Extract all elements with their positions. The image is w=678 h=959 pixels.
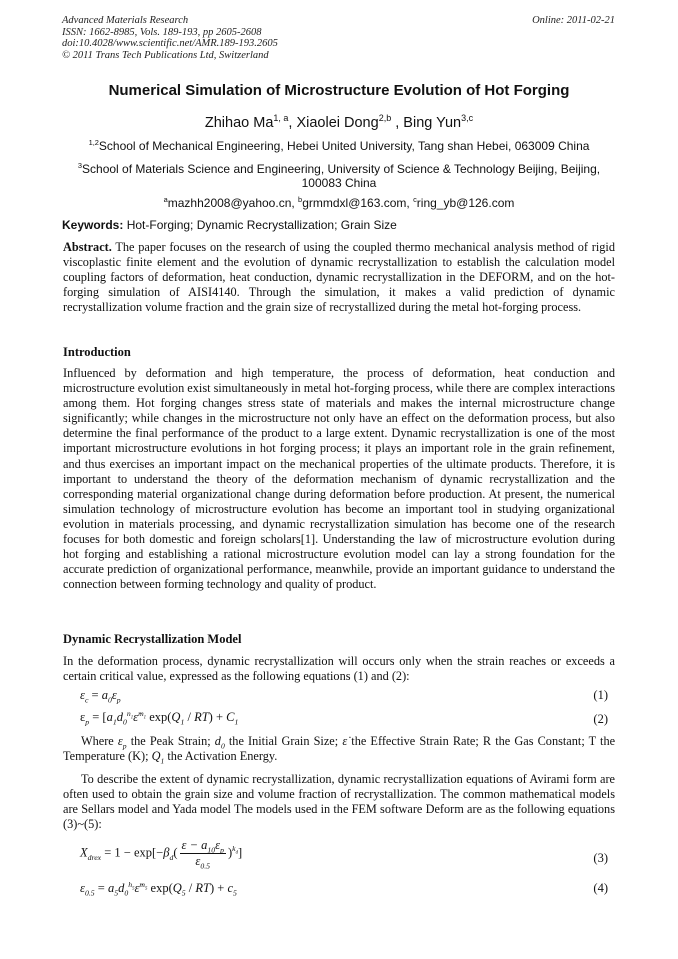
author-emails bbox=[62, 196, 616, 210]
drx-paragraph-3: To describe the extent of dynamic recrystallization, dynamic recrystallization equations of Avirami form are often used to obtain the grain size and volume fraction of recrystallization. The common mathematical models are Sellars model and Yada model The models used in the FEM software Deform are as the following equations (3)~(5): bbox=[63, 772, 615, 832]
email-link[interactable]: ring_yb@126.com bbox=[416, 196, 515, 210]
peak-strain-symbol: $\varepsilon_p$ bbox=[117, 734, 127, 751]
author-affil-mark: 3,c bbox=[461, 113, 474, 124]
affil-mark: 1,2 bbox=[88, 138, 99, 147]
equation-2: $\varepsilon_p$ = [$a_1d_0^{n_1}\varepsiloṅ^{m_1}$ $\exp(Q_1 / RT) + C_1$ bbox=[80, 708, 239, 727]
author-affil-mark: 1, a bbox=[273, 113, 289, 124]
journal-name: Advanced Materials Research bbox=[62, 15, 189, 26]
journal-copyright: © 2011 Trans Tech Publications Ltd, Switzerland bbox=[62, 49, 269, 61]
affiliation-2 bbox=[62, 162, 616, 190]
journal-header bbox=[62, 15, 278, 61]
introduction-paragraph: Influenced by deformation and high temperature, the process of deformation, heat conduction and microstructure evolution exist simultaneously in metal hot-forging process, while there are complex interactions among them. Hot forging changes stress state of materials and makes the internal microstructure change significantly; while changes in the microstructure not only have an effect on the deformation process, but also determine the final performance of the product to a large extent. Dynamic recrystallization is one of the most important microstructure evolutions in hot forging process; it plays an important role in the grain refinement, and thus exercises an important impact on the mechanical properties of the ultimate products. Therefore, it is important to understand the theory of the deformation mechanism of dynamic recrystallization and the corresponding material organizational change during deformation before production. At present, the numerical simulation technology of microstructure evolution has become an important tool in studying organizational evolution in materials processing, and dynamic recrystallization simulation has become one of the research focuses for both domestic and foreign scholars[1]. Understanding the law of microstructure evolution during hot forging and establishing a rational microstructure evolution model can lay a strong foundation for the accurate prediction of organizational performance, meanwhile, provide an important guidance to understand the connection between forming technology and quality of product. bbox=[63, 366, 615, 592]
where-text: Where bbox=[81, 734, 114, 748]
drx-model-heading: Dynamic Recrystallization Model bbox=[63, 632, 242, 646]
affiliation-1 bbox=[62, 139, 616, 153]
email-mark: c bbox=[413, 195, 417, 204]
equation-3: $X_{drex} = 1 - \exp[-\beta_d$( $\frac{\varepsilon - a_{10}\varepsilon_p}{\varepsilon_{0.5}}$ )$^{k_d}$] bbox=[80, 838, 243, 871]
paper-title: Numerical Simulation of Microstructure Evolution of Hot Forging bbox=[108, 82, 570, 99]
introduction-heading: Introduction bbox=[63, 345, 131, 359]
keywords-label: Keywords: bbox=[62, 218, 124, 232]
affil-text: School of Mechanical Engineering, Hebei United University, Tang shan Hebei, 063009 China bbox=[98, 139, 590, 153]
email-link[interactable]: grmmdxl@163.com, bbox=[302, 196, 410, 210]
equation-4-number: (4) bbox=[593, 881, 608, 895]
abstract-paragraph bbox=[63, 240, 615, 315]
affil-mark: 3 bbox=[77, 161, 83, 170]
keywords-line bbox=[62, 218, 397, 232]
equation-2-number: (2) bbox=[593, 712, 608, 726]
equation-1-number: (1) bbox=[593, 688, 608, 702]
equation-3-number: (3) bbox=[593, 851, 608, 865]
journal-doi: doi:10.4028/www.scientific.net/AMR.189-193.2605 bbox=[62, 38, 278, 49]
where-text: the Peak Strain; bbox=[130, 734, 211, 748]
email-mark: a bbox=[163, 195, 168, 204]
drx-paragraph-1: In the deformation process, dynamic recrystallization will occurs only when the strain reaches or exceeds a certain critical value, expressed as the following equations (1) and (2): bbox=[63, 654, 615, 684]
abstract-text: The paper focuses on the research of using the coupled thermo mechanical analysis method of rigid viscoplastic finite element and the evolution of dynamic recrystallization to establish the calculation model coupling factors of deformation, heat conduction, dynamic recrystallization in the DEFORM, and on the hot-forging simulation of AISI4140. Through the simulation, it makes a valid prediction of dynamic recrystallization volume fraction and the grain size of recrystallized during the metal hot-forging process. bbox=[63, 240, 615, 315]
affil-text: School of Materials Science and Engineering, University of Science & Technology Beijing, Beijing, 100083 China bbox=[82, 162, 601, 190]
keywords-text: Hot-Forging; Dynamic Recrystallization; Grain Size bbox=[126, 218, 397, 232]
drx-paragraph-2 bbox=[63, 734, 615, 764]
strain-rate-symbol: ε̇ bbox=[342, 734, 348, 748]
equation-1: $\varepsilon_c = a_0\varepsilon_p$ bbox=[80, 688, 121, 705]
author-affil-mark: 2,b bbox=[378, 113, 392, 124]
grain-size-symbol: $d_0$ bbox=[214, 734, 225, 751]
activation-energy-symbol: $Q_1$ bbox=[151, 749, 165, 766]
author-name: Bing Yun bbox=[403, 115, 462, 131]
where-text: the Activation Energy. bbox=[167, 749, 278, 764]
email-link[interactable]: mazhh2008@yahoo.cn, bbox=[167, 196, 295, 210]
author-name: Xiaolei Dong bbox=[296, 115, 379, 131]
online-date: Online: 2011-02-21 bbox=[532, 15, 615, 26]
abstract-label: Abstract. bbox=[63, 240, 112, 254]
where-text: the Effective Strain Rate; R the Gas Constant; T the Temperature (K); bbox=[63, 734, 616, 764]
email-mark: b bbox=[298, 195, 303, 204]
author-name: Zhihao Ma bbox=[204, 115, 274, 131]
journal-issn: ISSN: 1662-8985, Vols. 189-193, pp 2605-2608 bbox=[62, 26, 262, 38]
equation-4: $\varepsilon_{0.5}$ = $a_5d_0^{h_5}\varepsiloṅ^{m_5}$ $\exp(Q_5 / RT) + c_5$ bbox=[80, 879, 237, 898]
author-list: Zhihao Ma$^{1, a}$, Xiaolei Dong$^{2,b}$ , Bing Yun$^{3,c}$ bbox=[204, 113, 474, 131]
where-text: the Initial Grain Size; bbox=[228, 734, 339, 748]
